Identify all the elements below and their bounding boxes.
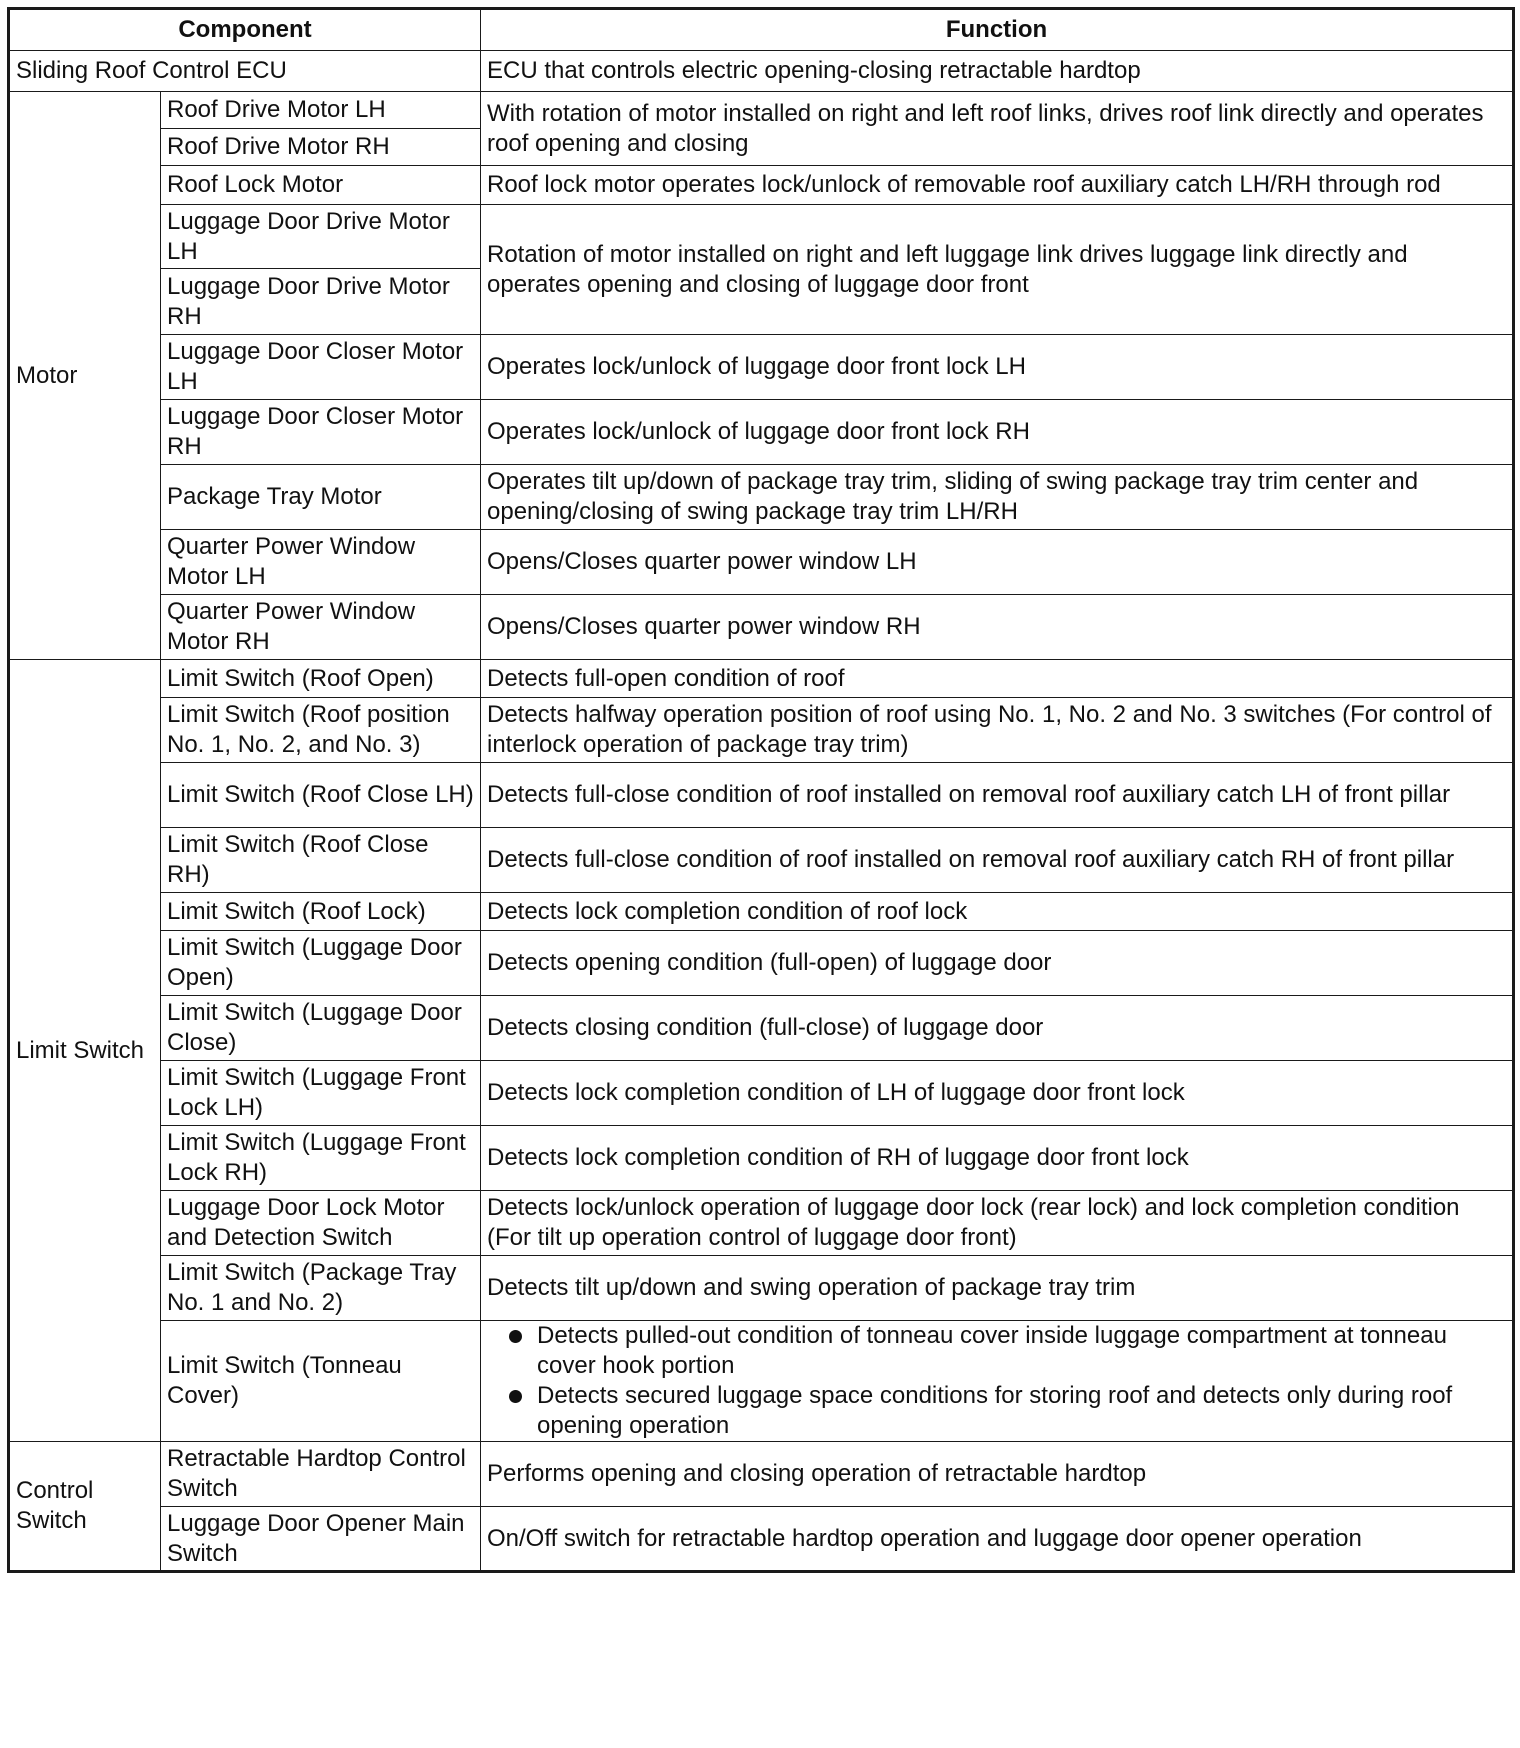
function-cell: Opens/Closes quarter power window LH [481, 530, 1514, 595]
function-cell-bullets [481, 1321, 1514, 1442]
header-function: Function [481, 9, 1514, 51]
component-cell: Luggage Door Lock Motor and Detection Switch [161, 1191, 481, 1256]
function-cell: Detects closing condition (full-close) of luggage door [481, 996, 1514, 1061]
header-component: Component [9, 9, 481, 51]
function-cell: Operates tilt up/down of package tray trim, sliding of swing package tray trim center and opening/closing of swing package tray trim LH/RH [481, 465, 1514, 530]
group-cell-limit-switch: Limit Switch [9, 660, 161, 1442]
component-cell: Luggage Door Opener Main Switch [161, 1507, 481, 1572]
function-cell: Detects full-close condition of roof installed on removal roof auxiliary catch RH of front pillar [481, 828, 1514, 893]
function-cell: Rotation of motor installed on right and left luggage link drives luggage link directly and operates opening and closing of luggage door front [481, 205, 1514, 335]
table-row [9, 893, 1514, 931]
component-cell: Limit Switch (Roof Lock) [161, 893, 481, 931]
component-function-table-container [7, 7, 1512, 1573]
function-cell: Operates lock/unlock of luggage door front lock LH [481, 335, 1514, 400]
table-row [9, 595, 1514, 660]
bullet-list [487, 1321, 1506, 1441]
table-row [9, 1507, 1514, 1572]
table-row [9, 335, 1514, 400]
bullet-item [509, 1381, 1506, 1441]
component-cell: Sliding Roof Control ECU [9, 51, 481, 92]
table-row [9, 1126, 1514, 1191]
table-row [9, 660, 1514, 698]
function-cell: On/Off switch for retractable hardtop operation and luggage door opener operation [481, 1507, 1514, 1572]
component-cell: Limit Switch (Roof Close RH) [161, 828, 481, 893]
bullet-item [509, 1321, 1506, 1381]
function-cell: With rotation of motor installed on right and left roof links, drives roof link directly and operates roof opening and closing [481, 92, 1514, 166]
table-row [9, 763, 1514, 828]
function-cell: Roof lock motor operates lock/unlock of removable roof auxiliary catch LH/RH through rod [481, 166, 1514, 205]
function-cell: Detects lock completion condition of roof lock [481, 893, 1514, 931]
component-cell: Package Tray Motor [161, 465, 481, 530]
function-cell: Operates lock/unlock of luggage door front lock RH [481, 400, 1514, 465]
table-row [9, 931, 1514, 996]
table-row [9, 996, 1514, 1061]
component-function-table [7, 7, 1515, 1573]
component-cell: Luggage Door Drive Motor LH [161, 205, 481, 269]
table-row [9, 1256, 1514, 1321]
function-cell: Detects lock completion condition of RH of luggage door front lock [481, 1126, 1514, 1191]
function-cell: Detects tilt up/down and swing operation of package tray trim [481, 1256, 1514, 1321]
header-row [9, 9, 1514, 51]
bullet-text: Detects secured luggage space conditions for storing roof and detects only during roof opening operation [537, 1382, 1453, 1439]
component-cell: Luggage Door Closer Motor RH [161, 400, 481, 465]
component-cell: Limit Switch (Luggage Door Close) [161, 996, 481, 1061]
bullet-icon [509, 1390, 522, 1403]
component-cell: Roof Lock Motor [161, 166, 481, 205]
function-cell: Detects full-close condition of roof installed on removal roof auxiliary catch LH of front pillar [481, 763, 1514, 828]
table-row [9, 166, 1514, 205]
component-cell: Retractable Hardtop Control Switch [161, 1442, 481, 1507]
table-row [9, 698, 1514, 763]
bullet-icon [509, 1330, 522, 1343]
table-row [9, 465, 1514, 530]
table-row [9, 1442, 1514, 1507]
group-cell-control-switch: Control Switch [9, 1442, 161, 1572]
function-cell: Opens/Closes quarter power window RH [481, 595, 1514, 660]
bullet-text: Detects pulled-out condition of tonneau cover inside luggage compartment at tonneau cover hook portion [537, 1322, 1447, 1379]
table-row [9, 205, 1514, 269]
table-row [9, 400, 1514, 465]
function-cell: Detects halfway operation position of roof using No. 1, No. 2 and No. 3 switches (For control of interlock operation of package tray trim) [481, 698, 1514, 763]
component-cell: Limit Switch (Tonneau Cover) [161, 1321, 481, 1442]
function-cell: ECU that controls electric opening-closing retractable hardtop [481, 51, 1514, 92]
table-row [9, 51, 1514, 92]
component-cell: Roof Drive Motor LH [161, 92, 481, 129]
group-cell-motor: Motor [9, 92, 161, 660]
function-cell: Detects lock/unlock operation of luggage door lock (rear lock) and lock completion condition (For tilt up operation control of luggage door front) [481, 1191, 1514, 1256]
table-row [9, 1321, 1514, 1442]
table-row [9, 1061, 1514, 1126]
table-row [9, 1191, 1514, 1256]
table-row [9, 92, 1514, 129]
table-row [9, 530, 1514, 595]
table-row [9, 828, 1514, 893]
component-cell: Luggage Door Closer Motor LH [161, 335, 481, 400]
component-cell: Luggage Door Drive Motor RH [161, 269, 481, 335]
component-cell: Roof Drive Motor RH [161, 129, 481, 166]
function-cell: Performs opening and closing operation of retractable hardtop [481, 1442, 1514, 1507]
component-cell: Limit Switch (Roof position No. 1, No. 2, and No. 3) [161, 698, 481, 763]
function-cell: Detects full-open condition of roof [481, 660, 1514, 698]
component-cell: Quarter Power Window Motor LH [161, 530, 481, 595]
component-cell: Limit Switch (Luggage Front Lock LH) [161, 1061, 481, 1126]
component-cell: Limit Switch (Roof Open) [161, 660, 481, 698]
function-cell: Detects lock completion condition of LH of luggage door front lock [481, 1061, 1514, 1126]
component-cell: Limit Switch (Luggage Front Lock RH) [161, 1126, 481, 1191]
component-cell: Limit Switch (Luggage Door Open) [161, 931, 481, 996]
component-cell: Limit Switch (Package Tray No. 1 and No. 2) [161, 1256, 481, 1321]
function-cell: Detects opening condition (full-open) of luggage door [481, 931, 1514, 996]
component-cell: Limit Switch (Roof Close LH) [161, 763, 481, 828]
component-cell: Quarter Power Window Motor RH [161, 595, 481, 660]
